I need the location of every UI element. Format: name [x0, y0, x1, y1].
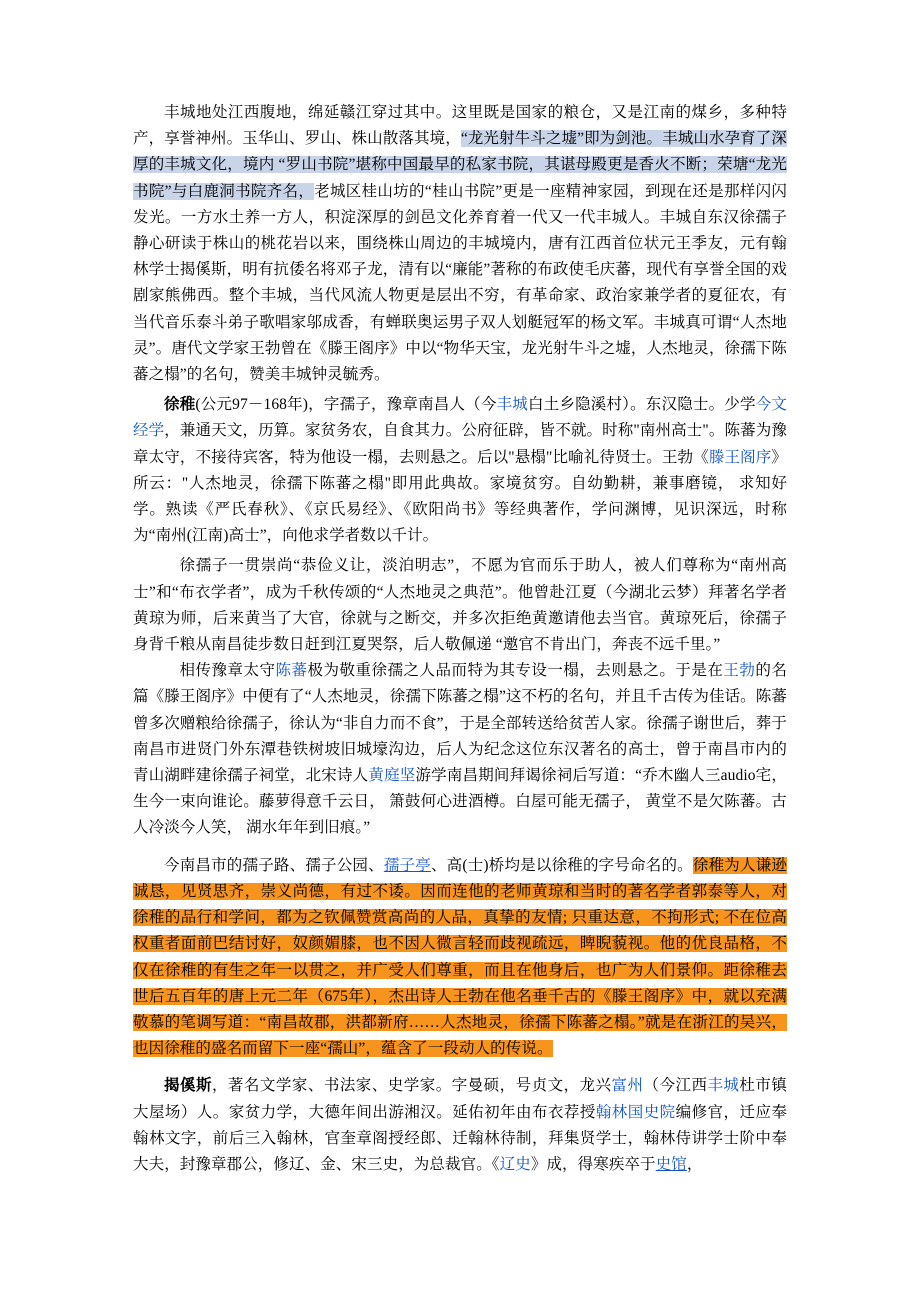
text-run-highlighted-orange: 徐稚为人谦逊诚恳，见贤思齐，崇义尚德，有过不诿。因而连他的老师黄琼和当时的著名学者郭泰等人，对徐稚的品行和学问，都为之钦佩赞赏高尚的人品，真挚的友情; 只重达意，不拘形式; 不在位高权重者面前巴结讨好，奴颜媚膝，也不因人微言轻而歧视疏远，睥睨藐视。他的优良品格，不仅在徐稚的有生之年一以贯之，并广受人们尊重，而且在他身后，也广为人们景仰。距徐稚去世后五百年的唐上元二年（675年），杰出诗人王勃在他名垂千古的《滕王阁序》中，就以充满敬慕的笔调写道：“南昌故郡，洪都新府……人杰地灵，徐孺下陈蕃之榻。”就是在浙江的吴兴，也因徐稚的盛名而留下一座“孺山”，蕴含了一段动人的传说。 — [133, 856, 787, 1058]
paragraph-jiexisi-bio — [133, 1073, 787, 1178]
text-run: 的名篇《滕王阁序》中便有了“人杰地灵，徐孺下陈蕃之榻”这不朽的名句，并且千古传为佳话。陈蕃曾多次赠粮给徐孺子，徐认为“非自力而不食”，于是全部转送给贫苦人家。徐孺子谢世后，葬于南昌市进贤门外东潭巷铁树坡旧城壕沟边，后人为纪念这位东汉著名的高士，曾于南昌市内的青山湖畔建徐孺子祠堂，北宋诗人 — [133, 662, 788, 785]
text-run: ，著名文学家、书法家、史学家。字曼硕，号贞文，龙兴 — [211, 1077, 612, 1095]
text-run: 编修官，迁应奉翰林文字，前后三入翰林，官奎章阁授经郎、迁翰林待制，拜集贤学士，翰林侍讲学士阶中奉大夫，封豫章郡公，修辽、金、宋三史，为总裁官。《 — [133, 1103, 787, 1173]
text-run: 徐孺子一贯崇尚“恭俭义让，淡泊明志”，不愿为官而乐于助人，被人们尊称为“南州高士”和“布衣学者”，成为千秋传颂的“人杰地灵之典范”。他曾赴江夏（今湖北云梦）拜著名学者黄琼为师，后来黄当了大官，徐就与之断交，并多次拒绝黄邀请他去当官。黄琼死后，徐孺子身背千粮从南昌徒步数日赶到江夏哭祭，后人敬佩递 “邀官不肯出门，奔丧不远千里。” — [133, 557, 787, 654]
text-run: 今南昌市的孺子路、孺子公园、 — [164, 856, 384, 874]
text-run: 丰城地处江西腹地，绵延赣江穿过其中。这里既是国家的粮仓，又是江南的煤乡，多种特产，享誉神州。玉华山、罗山、株山散落其境， — [133, 104, 787, 148]
link-fengcheng[interactable]: 丰城 — [496, 396, 528, 414]
person-name-jiexisi: 揭傒斯 — [164, 1077, 212, 1095]
link-jinwenjingxue[interactable]: 今文经学 — [133, 396, 788, 440]
text-run: (公元97－168年)，字孺子，豫章南昌人（今 — [195, 396, 497, 414]
link-liaoshi[interactable]: 辽史 — [499, 1155, 531, 1173]
text-run: ， — [686, 1155, 703, 1173]
text-run: 老城区桂山坊的“桂山书院”更是一座精神家园，到现在还是那样闪闪发光。一方水土养一方人，积淀深厚的剑邑文化养育着一代又一代丰城人。丰城自东汉徐孺子静心研读于株山的桃花岩以来，围绕株山周边的丰城境内，唐有江西首位状元王季友，元有翰林学士揭傒斯，明有抗倭名将邓子龙，清有以“廉能”著称的布政使毛庆蕃，现代有享誉全国的戏剧家熊佛西。整个丰城，当代风流人物更是层出不穷，有革命家、政治家兼学者的夏征农，有当代音乐泰斗弟子歌唱家邬成香，有蝉联奥运男子双人划艇冠军的杨文军。丰城真可谓“人杰地灵”。 — [133, 182, 787, 357]
link-wangbo[interactable]: 王勃 — [723, 662, 756, 680]
text-run: 、高(士)桥均是以徐稚的字号命名的。 — [430, 856, 693, 874]
link-hanlin-guoshiyuan[interactable]: 翰林国史院 — [595, 1103, 676, 1121]
paragraph-nanchang-memorials — [133, 853, 787, 1063]
link-chenfan[interactable]: 陈蕃 — [275, 662, 308, 680]
link-fuzhou[interactable]: 富州 — [611, 1077, 644, 1095]
paragraph-chenfan-legend — [133, 658, 787, 841]
link-tengwangge-xu[interactable]: 滕王阁序 — [708, 448, 772, 466]
link-huangtingjian[interactable]: 黄庭坚 — [368, 767, 416, 785]
text-run: 白土乡隐溪村）。东汉隐士。少学 — [527, 396, 756, 414]
text-run: 游学南昌期间拜谒徐祠后写道：“乔木幽人三audio宅， 生今一束向谁论。藤萝得意千云日， 箫鼓何心进酒樽。白屋可能无孺子， 黄堂不是欠陈蕃。古人冷淡今人笑， 湖水年年到旧痕。” — [133, 767, 787, 837]
text-run-highlighted-blue: “龙光射牛斗之墟”即为剑池。丰城山水孕育了深厚的丰城文化，境内 “罗山书院”堪称中国最早的私家书院，其谌母殿更是香火不断；荣塘“龙光书院”与白鹿洞书院齐名， — [133, 130, 787, 200]
text-run: 杜市镇大屋场）人。家贫力学，大德年间出游湘汉。延佑初年由布衣荐授 — [133, 1077, 787, 1121]
paragraph-xuruzi-virtue — [133, 553, 787, 658]
text-run: 唐代文学家王勃曾在《滕王阁序》中以“物华天宝，龙光射牛斗之墟，人杰地灵，徐孺下陈蕃之榻”的名句，赞美丰城钟灵毓秀。 — [133, 339, 787, 384]
link-fengcheng-2[interactable]: 丰城 — [707, 1077, 740, 1095]
text-run: 极为敬重徐孺之人品而特为其专设一榻，去则悬之。于是在 — [307, 662, 724, 680]
text-run: （今江西 — [643, 1077, 708, 1095]
text-run: 》成，得寒疾卒于 — [530, 1155, 656, 1173]
paragraph-xuzhi-bio — [133, 392, 787, 549]
text-run: 》所云："人杰地灵，徐孺下陈蕃之榻"即用此典故。家境贫穷。自幼勤耕，兼事磨镜， 求知好学。熟读《严氏春秋》、《京氏易经》、《欧阳尚书》等经典著作，学问渊博，见识深远，时称为“南州(江南)高士”，向他求学者数以千计。 — [133, 448, 787, 545]
paragraph-fengcheng-intro — [133, 100, 787, 388]
link-shiguan[interactable]: 史馆 — [655, 1155, 687, 1173]
link-ruziting[interactable]: 孺子亭 — [383, 856, 431, 874]
person-name-xuzhi: 徐稚 — [164, 396, 196, 414]
text-run: 相传豫章太守 — [179, 662, 276, 680]
text-run: ，兼通天文，历算。家贫务农，自食其力。公府征辟，皆不就。时称"南州高士"。陈蕃为豫章太守，不接待宾客，特为他设一榻，去则悬之。后以"悬榻"比喻礼待贤士。王勃《 — [133, 422, 787, 466]
